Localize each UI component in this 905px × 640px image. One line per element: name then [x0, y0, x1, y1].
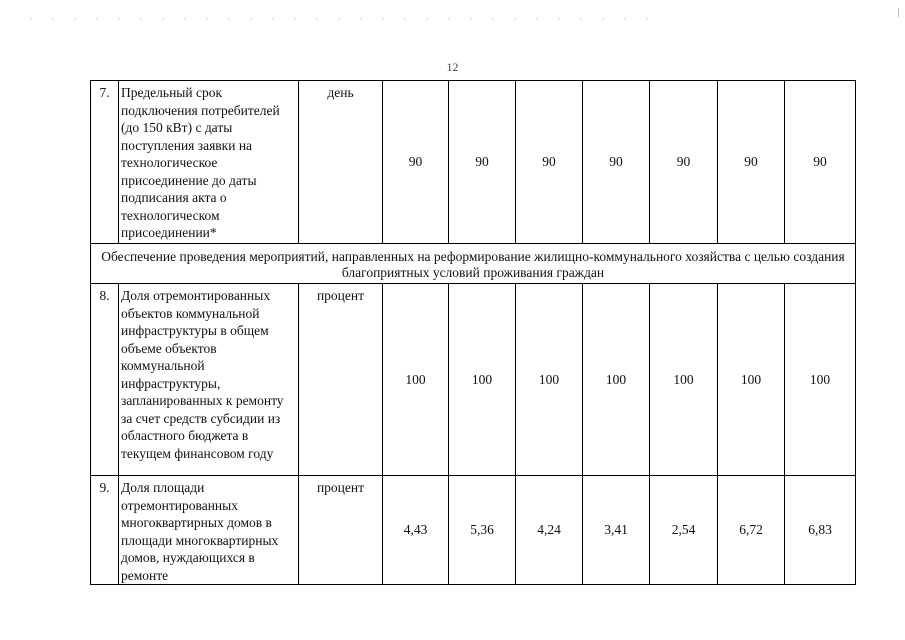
value-cell: 4,43: [383, 476, 449, 585]
row-number: 8.: [91, 284, 119, 476]
unit-of-measure: процент: [299, 284, 383, 476]
value-cell: 100: [449, 284, 516, 476]
value-cell: 100: [650, 284, 718, 476]
indicator-name: Предельный срок подключения потребителей (до 150 кВт) с даты поступления заявки на технологическое присоединение до даты подписания акта о технологическом присоединении*: [119, 81, 299, 244]
section-header-row: [91, 244, 856, 284]
value-cell: 100: [583, 284, 650, 476]
value-cell: 100: [718, 284, 785, 476]
value-cell: 3,41: [583, 476, 650, 585]
table-row-8: [91, 284, 856, 476]
value-cell: 100: [785, 284, 856, 476]
scan-artifact: [20, 18, 660, 20]
value-cell: 100: [383, 284, 449, 476]
value-cell: 90: [516, 81, 583, 244]
value-cell: 6,83: [785, 476, 856, 585]
page-number: 12: [446, 60, 459, 74]
value-cell: 4,24: [516, 476, 583, 585]
unit-of-measure: процент: [299, 476, 383, 585]
value-cell: 90: [383, 81, 449, 244]
value-cell: 6,72: [718, 476, 785, 585]
value-cell: 90: [718, 81, 785, 244]
scan-edge-mark: [898, 8, 899, 17]
row-number: 9.: [91, 476, 119, 585]
value-cell: 2,54: [650, 476, 718, 585]
indicators-table: [90, 80, 856, 585]
unit-of-measure: день: [299, 81, 383, 244]
value-cell: 90: [583, 81, 650, 244]
table-row-7: [91, 81, 856, 244]
value-cell: 90: [785, 81, 856, 244]
row-number: 7.: [91, 81, 119, 244]
section-title: Обеспечение проведения мероприятий, направленных на реформирование жилищно-коммунального хозяйства с целью создания благоприятных условий проживания граждан: [91, 244, 856, 284]
value-cell: 90: [650, 81, 718, 244]
value-cell: 100: [516, 284, 583, 476]
indicator-name: Доля отремонтированных объектов коммунальной инфраструктуры в общем объеме объектов коммунальной инфраструктуры, запланированных к ремонту за счет средств субсидии из областного бюджета в текущем финансовом году: [119, 284, 299, 476]
value-cell: 5,36: [449, 476, 516, 585]
value-cell: 90: [449, 81, 516, 244]
table-row-9: [91, 476, 856, 585]
indicator-name: Доля площади отремонтированных многоквартирных домов в площади многоквартирных домов, нуждающихся в ремонте: [119, 476, 299, 585]
